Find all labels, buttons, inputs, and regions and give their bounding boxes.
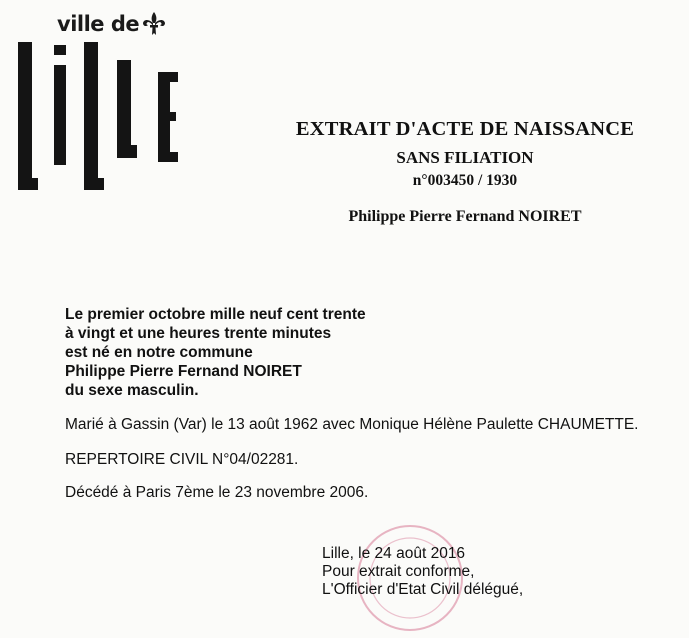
person-name: Philippe Pierre Fernand NOIRET — [348, 208, 582, 225]
signature-block — [322, 545, 523, 599]
document-title: EXTRAIT D'ACTE DE NAISSANCE — [295, 118, 635, 140]
birth-line: est né en notre commune — [65, 344, 253, 361]
officer-title: L'Officier d'Etat Civil délégué, — [322, 581, 524, 598]
birth-line: à vingt et une heures trente minutes — [65, 325, 332, 342]
fleur-de-lys-icon — [140, 10, 168, 38]
birth-line: Philippe Pierre Fernand NOIRET — [65, 363, 302, 380]
conformity-note: Pour extrait conforme, — [322, 563, 475, 580]
death-mention: Décédé à Paris 7ème le 23 novembre 2006. — [65, 484, 369, 501]
birth-line: Le premier octobre mille neuf cent trente — [65, 306, 366, 323]
marriage-mention: Marié à Gassin (Var) le 13 août 1962 avec Monique Hélène Paulette CHAUMETTE. — [65, 416, 639, 433]
document-subtitle: SANS FILIATION — [396, 148, 534, 167]
birth-line: du sexe masculin. — [65, 382, 199, 399]
record-number: n°003450 / 1930 — [412, 172, 518, 189]
repertoire-mention: REPERTOIRE CIVIL N°04/02281. — [65, 451, 299, 468]
birth-statement — [65, 305, 366, 400]
ville-de-lille-logo — [0, 0, 200, 200]
place-date: Lille, le 24 août 2016 — [322, 545, 466, 562]
logo-text: ville de — [57, 12, 140, 36]
